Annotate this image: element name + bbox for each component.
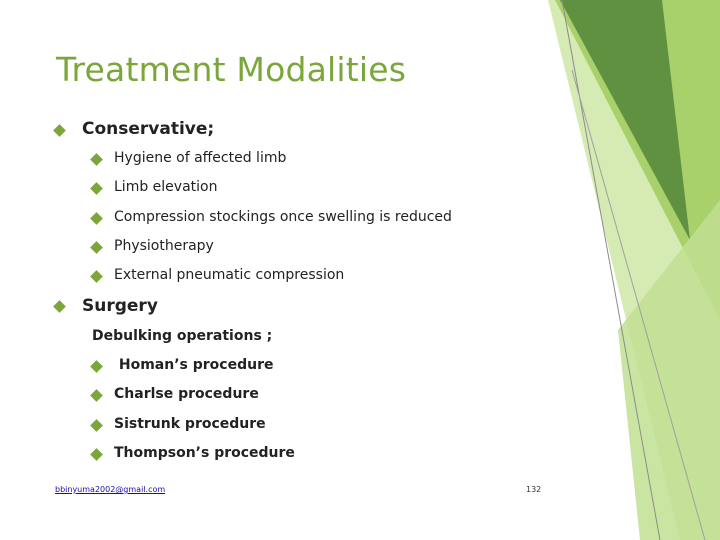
list-item: Thompson’s procedure bbox=[114, 445, 295, 461]
subheading-debulking: Debulking operations ; bbox=[92, 328, 273, 344]
list-item: Limb elevation bbox=[114, 179, 218, 195]
page-number: 132 bbox=[526, 485, 542, 494]
list-item: Sistrunk procedure bbox=[114, 416, 266, 432]
section-heading-surgery: Surgery bbox=[82, 296, 158, 316]
list-item: Homan’s procedure bbox=[114, 357, 274, 373]
list-item: Compression stockings once swelling is reduced bbox=[114, 209, 452, 225]
list-item: External pneumatic compression bbox=[114, 267, 345, 283]
footer-email-link[interactable]: bbinyuma2002@gmail.com bbox=[55, 485, 166, 494]
list-item: Hygiene of affected limb bbox=[114, 150, 287, 166]
list-item: Charlse procedure bbox=[114, 386, 259, 402]
slide-title: Treatment Modalities bbox=[56, 50, 407, 89]
section-heading-conservative: Conservative; bbox=[82, 119, 215, 139]
list-item: Physiotherapy bbox=[114, 238, 214, 254]
